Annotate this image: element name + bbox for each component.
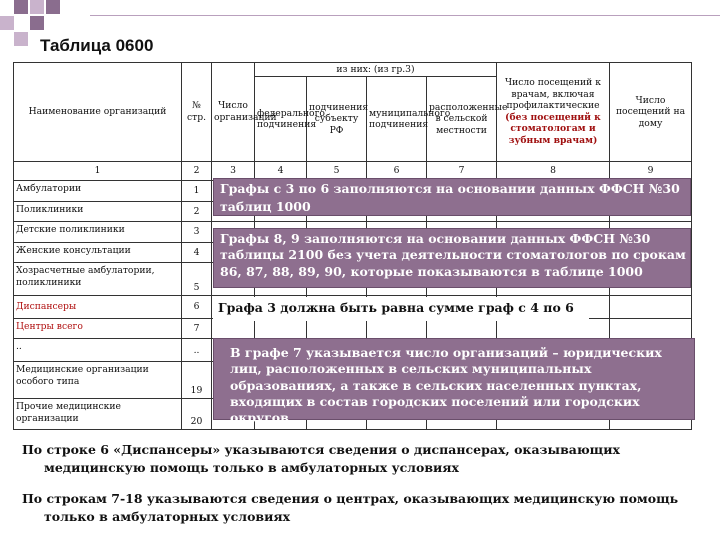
note-columns-3-6: Графы с 3 по 6 заполняются на основании данных ФФСН №30 таблиц 1000 [213, 178, 691, 216]
note-column-3-sum: Графа 3 должна быть равна сумме граф с 4 по 6 [213, 297, 589, 321]
row-number: .. [182, 339, 212, 362]
header-org-count: Число организаций [212, 63, 255, 162]
col-number: 9 [610, 161, 692, 181]
paragraph-line: По строке 6 «Диспансеры» указываются сведения о диспансерах, оказывающих [22, 442, 620, 457]
col-number: 1 [14, 161, 182, 181]
col-number: 2 [182, 161, 212, 181]
decor-square [46, 0, 60, 14]
cell[interactable] [255, 318, 307, 339]
header-group-label: из них: (из гр.3) [255, 63, 497, 77]
col-number: 4 [255, 161, 307, 181]
header-subject: подчинения субъекту РФ [307, 77, 367, 161]
row-number: 3 [182, 222, 212, 243]
header-visits-home: Число посещений на дому [610, 63, 692, 162]
row-number: 5 [182, 263, 212, 296]
row-number: 6 [182, 296, 212, 319]
row-name: Центры всего [14, 318, 182, 339]
table-row [14, 318, 692, 339]
cell[interactable] [367, 318, 427, 339]
paragraph-line: По строкам 7-18 указываются сведения о центрах, оказывающих медицинскую помощь [22, 491, 679, 506]
row-name: Детские поликлиники [14, 222, 182, 243]
row-name: .. [14, 339, 182, 362]
col-number: 8 [497, 161, 610, 181]
note-columns-8-9: Графы 8, 9 заполняются на основании данных ФФСН №30 таблицы 2100 без учета деятельности стоматологов по срокам 86, 87, 88, 89, 90, которые показываются в таблице 1000 [213, 228, 691, 288]
header-visits-note: (без посещений к стоматологам и зубным врачам) [505, 111, 601, 146]
page-title: Таблица 0600 [40, 36, 154, 55]
header-federal: федерального подчинения [255, 77, 307, 161]
cell[interactable] [427, 318, 497, 339]
header-visits [497, 63, 610, 162]
row-number: 1 [182, 181, 212, 202]
row-number: 19 [182, 362, 212, 399]
paragraph-centers [22, 490, 712, 525]
header-visits-main: Число посещений к врачам, включая профилактические [505, 77, 601, 112]
row-name: Прочие медицинские организации [14, 399, 182, 430]
header-municipal: муниципального подчинения [367, 77, 427, 161]
decor-square [14, 0, 28, 14]
row-number: 20 [182, 399, 212, 430]
cell[interactable] [307, 318, 367, 339]
row-name: Медицинские организации особого типа [14, 362, 182, 399]
paragraph-line: медицинскую помощь только в амбулаторных условиях [44, 459, 459, 475]
paragraph-dispensaries [22, 441, 712, 476]
header-rural: расположенные в сельской местности [427, 77, 497, 161]
cell[interactable] [212, 318, 255, 339]
decor-square [30, 16, 44, 30]
decor-line [90, 15, 720, 16]
cell[interactable] [497, 318, 610, 339]
decor-square [30, 0, 44, 14]
row-number: 2 [182, 201, 212, 222]
decor-square [0, 16, 14, 30]
row-name: Амбулатории [14, 181, 182, 202]
col-number: 5 [307, 161, 367, 181]
paragraph-line: только в амбулаторных условиях [44, 508, 291, 524]
col-number: 7 [427, 161, 497, 181]
header-row-no: № стр. [182, 63, 212, 162]
col-number: 6 [367, 161, 427, 181]
cell[interactable] [610, 318, 692, 339]
row-name: Хозрасчетные амбулатории, поликлиники [14, 263, 182, 296]
row-name: Поликлиники [14, 201, 182, 222]
row-number: 4 [182, 242, 212, 263]
row-number: 7 [182, 318, 212, 339]
header-name-col: Наименование организаций [14, 63, 182, 162]
cell[interactable] [610, 296, 692, 319]
row-name: Женские консультации [14, 242, 182, 263]
col-number: 3 [212, 161, 255, 181]
row-name: Диспансеры [14, 296, 182, 319]
note-column-7: В графе 7 указывается число организаций – юридических лиц, расположенных в сельских муниципальных образованиях, а также в сельских населенных пунктах, входящих в состав городских поселений или городских округов [213, 338, 695, 420]
decor-square [14, 32, 28, 46]
